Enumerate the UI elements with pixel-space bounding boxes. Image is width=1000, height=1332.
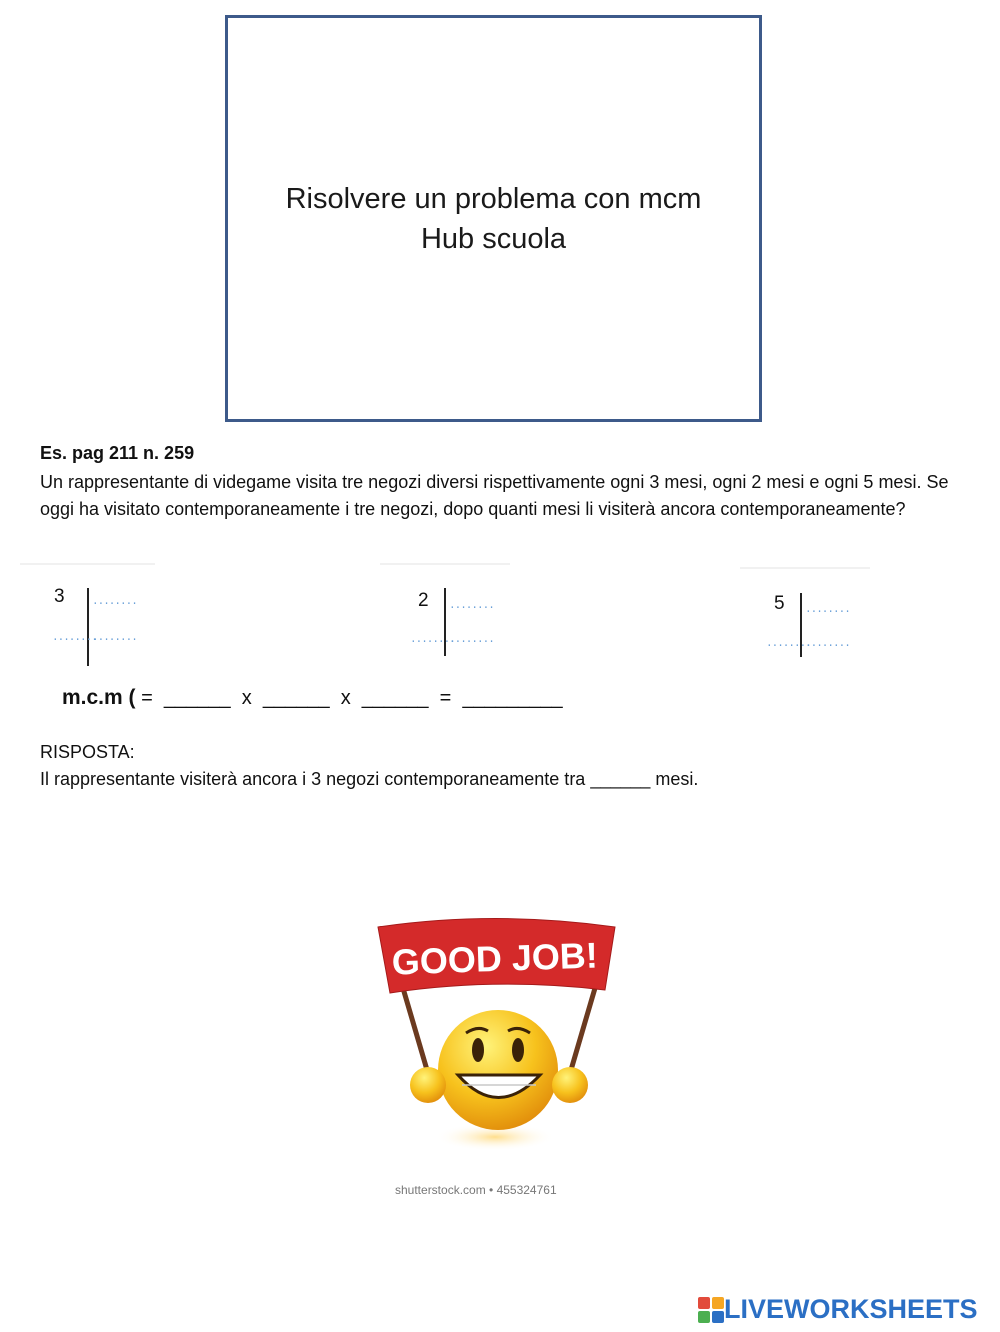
factor-input-blank[interactable]: ........: [92, 632, 137, 644]
factor-number: 2: [418, 590, 429, 611]
smiley-face: [438, 1010, 558, 1130]
problem-statement: Un rappresentante di videgame visita tre negozi diversi rispettivamente ogni 3 mesi, ogni 2 mesi e ogni 5 mesi. Se oggi ha visitato contemporaneamente i tre negozi, dopo quanti mesi li visiterà ancora contemporaneamente?: [40, 472, 949, 519]
answer-sentence[interactable]: Il rappresentante visiterà ancora i 3 negozi contemporaneamente tra ______ mesi.: [40, 769, 699, 789]
faint-divider: [20, 563, 155, 565]
faint-divider: [740, 567, 870, 569]
good-job-smiley-image: [370, 915, 620, 1170]
mcm-expression-blanks[interactable]: = ______ x ______ x ______ = _________: [135, 687, 563, 709]
eye-left: [472, 1038, 484, 1062]
worksheet-subtitle: Hub scuola: [420, 222, 567, 255]
factor-number: 3: [54, 586, 65, 607]
worksheet-title: Risolvere un problema con mcm: [285, 182, 702, 215]
brand-name: LIVEWORKSHEETS: [724, 1294, 978, 1324]
banner-text: GOOD JOB!: [391, 934, 599, 983]
liveworksheets-logo[interactable]: [698, 1294, 978, 1325]
answer-label: RISPOSTA:: [40, 742, 135, 762]
eye-right: [512, 1038, 524, 1062]
factor-input-blank[interactable]: ........: [766, 638, 811, 650]
exercise-reference: Es. pag 211 n. 259: [40, 443, 195, 463]
factor-input-blank[interactable]: ........: [410, 634, 455, 646]
liveworksheets-icon: [698, 1297, 724, 1323]
faint-divider: [380, 563, 510, 565]
factorization-5: [765, 588, 875, 678]
factor-input-blank[interactable]: ........: [805, 638, 850, 650]
factor-number: 5: [774, 593, 785, 614]
factor-input-blank[interactable]: ........: [449, 634, 494, 646]
image-credit: shutterstock.com • 455324761: [395, 1183, 557, 1197]
division-bar: [87, 588, 89, 666]
factor-input-blank[interactable]: ........: [92, 596, 137, 608]
factor-input-blank[interactable]: ........: [52, 632, 97, 644]
hand-right: [552, 1067, 588, 1103]
factor-input-blank[interactable]: ........: [805, 604, 850, 616]
hand-left: [410, 1067, 446, 1103]
mcm-equation: [62, 686, 563, 710]
factorization-3: [50, 585, 160, 675]
mcm-label: m.c.m (: [62, 686, 136, 709]
factor-input-blank[interactable]: ........: [449, 600, 494, 612]
factorization-2: [408, 585, 518, 675]
title-box: [225, 15, 762, 422]
